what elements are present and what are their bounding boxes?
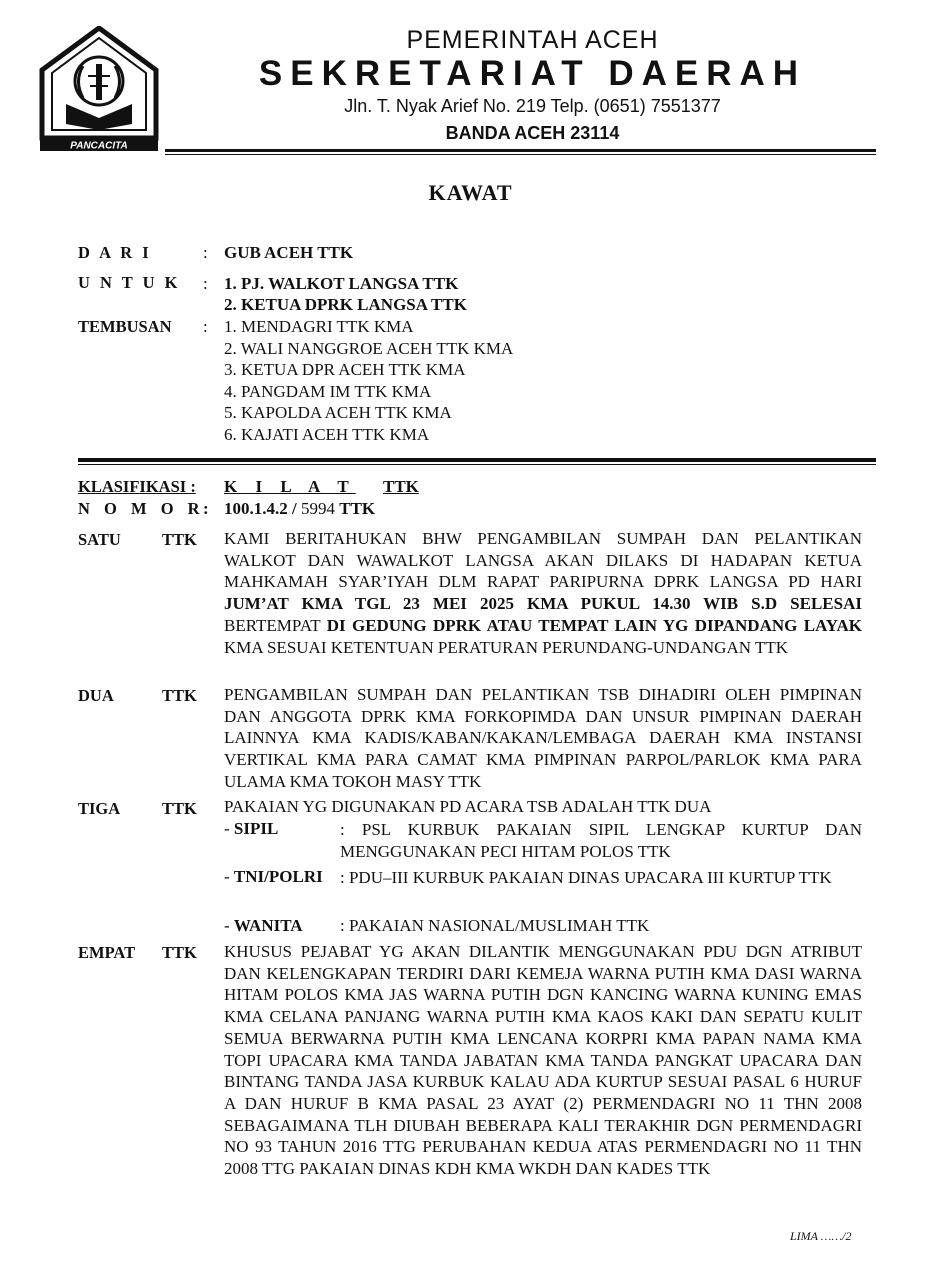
nomor-label: N O M O R <box>78 499 205 518</box>
tembusan-item: 4. PANGDAM IM TTK KMA <box>224 382 432 401</box>
nomor-ttk: TTK <box>339 499 376 518</box>
colon: : <box>203 243 208 262</box>
nomor-prefix: 100.1.4.2 / <box>224 499 297 518</box>
tembusan-label: TEMBUSAN <box>78 317 172 336</box>
tembusan-item: 2. WALI NANGGROE ACEH TTK KMA <box>224 339 514 358</box>
tiga-label: TIGA TTK <box>78 799 197 818</box>
header-city: BANDA ACEH 23114 <box>445 123 620 143</box>
tiga-item-name: - TNI/POLRI <box>224 867 323 886</box>
klasifikasi-ttk: TTK <box>383 477 419 496</box>
tiga-intro: PAKAIAN YG DIGUNAKAN PD ACARA TSB ADALAH TTK DUA <box>224 797 712 816</box>
header-office: SEKRETARIAT DAERAH <box>258 54 807 93</box>
tiga-item-text: : PDU–III KURBUK PAKAIAN DINAS UPACARA III KURTUP TTK <box>340 868 832 887</box>
untuk-item: 2. KETUA DPRK LANGSA TTK <box>224 295 467 314</box>
tembusan-item: 1. MENDAGRI TTK KMA <box>224 317 414 336</box>
section-rule-thick <box>78 458 876 462</box>
dua-label: DUA TTK <box>78 686 197 705</box>
tiga-item-text: : PSL KURBUK PAKAIAN SIPIL LENGKAP KURTUP DAN MENGGUNAKAN PECI HITAM POLOS TTK <box>340 820 862 861</box>
untuk-item: 1. PJ. WALKOT LANGSA TTK <box>224 274 459 293</box>
dari-value: GUB ACEH TTK <box>224 243 354 262</box>
klasifikasi-label: KLASIFIKASI : <box>78 477 196 496</box>
klasifikasi-value: K I L A T <box>224 477 356 496</box>
empat-paragraph: KHUSUS PEJABAT YG AKAN DILANTIK MENGGUNAKAN PDU DGN ATRIBUT DAN KELENGKAPAN TERDIRI DARI KEMEJA WARNA PUTIH KMA DASI WARNA HITAM POLOS KMA JAS WARNA PUTIH DGN KANCING WARNA KUNING EMAS KMA CELANA PANJANG WARNA PUTIH KMA KAOS KAKI DAN SEPATU KULIT SEMUA BERWARNA PUTIH KMA LENCANA KORPRI KMA PAPAN NAMA KMA TOPI UPACARA KMA TANDA JABATAN KMA TANDA PANGKAT UPACARA DAN BINTANG TANDA JASA KURBUK KALAU ADA KURTUP SESUAI PASAL 6 HURUF A DAN HURUF B KMA PASAL 23 AYAT (2) PERMENDAGRI NO 11 THN 2008 SEBAGAIMANA TLH DIUBAH BEBERAPA KALI TERAKHIR DGN PERMENDAGRI NO 93 TAHUN 2016 TTG PERUBAHAN KEDUA ATAS PERMENDAGRI NO 11 THN 2008 TTG PAKAIAN DINAS KDH KMA WKDH DAN KADES TTK <box>224 942 862 1179</box>
tiga-item-name: - WANITA <box>224 916 303 935</box>
header-government: PEMERINTAH ACEH <box>406 26 659 54</box>
logo-text: PANCACITA <box>70 140 128 152</box>
dari-label: D A R I <box>78 243 152 262</box>
document-title: KAWAT <box>428 180 513 205</box>
tiga-item-text: : PAKAIAN NASIONAL/MUSLIMAH TTK <box>340 916 650 935</box>
tembusan-item: 3. KETUA DPR ACEH TTK KMA <box>224 360 466 379</box>
colon: : <box>203 274 208 293</box>
tembusan-item: 6. KAJATI ACEH TTK KMA <box>224 425 430 444</box>
header-rule-thick <box>165 149 876 152</box>
tiga-item-name: - SIPIL <box>224 819 279 838</box>
satu-paragraph: KAMI BERITAHUKAN BHW PENGAMBILAN SUMPAH DAN PELANTIKAN WALKOT DAN WAWALKOT LANGSA AKAN DILAKS DI HADAPAN KETUA MAHKAMAH SYAR’IYAH DLM RAPAT PARIPURNA DPRK LANGSA PD HARI JUM’AT KMA TGL 23 MEI 2025 KMA PUKUL 14.30 WIB S.D SELESAI BERTEMPAT DI GEDUNG DPRK ATAU TEMPAT LAIN YG DIPANDANG LAYAK KMA SESUAI KETENTUAN PERATURAN PERUNDANG-UNDANGAN TTK <box>224 529 863 657</box>
colon: : <box>203 499 209 518</box>
header-rule-thin <box>165 154 876 155</box>
header-address: Jln. T. Nyak Arief No. 219 Telp. (0651) 7551377 <box>344 96 721 116</box>
nomor-number: 5994 <box>300 499 335 518</box>
untuk-label: U N T U K <box>78 273 181 292</box>
empat-label: EMPAT TTK <box>78 943 197 962</box>
section-rule-thin <box>78 464 876 465</box>
page-continuation: LIMA ……/2 <box>790 1229 852 1243</box>
satu-label: SATU TTK <box>78 530 197 549</box>
pancacita-logo <box>38 26 160 152</box>
tembusan-item: 5. KAPOLDA ACEH TTK KMA <box>224 403 452 422</box>
dua-paragraph: PENGAMBILAN SUMPAH DAN PELANTIKAN TSB DIHADIRI OLEH PIMPINAN DAN ANGGOTA DPRK KMA FORKOPIMDA DAN UNSUR PIMPINAN DAERAH LAINNYA KMA KADIS/KABAN/KAKAN/LEMBAGA DAERAH KMA INSTANSI VERTIKAL KMA PARA CAMAT KMA PIMPINAN PARPOL/PARLOK KMA PARA ULAMA KMA TOKOH MASY TTK <box>224 685 862 791</box>
colon: : <box>203 317 208 336</box>
